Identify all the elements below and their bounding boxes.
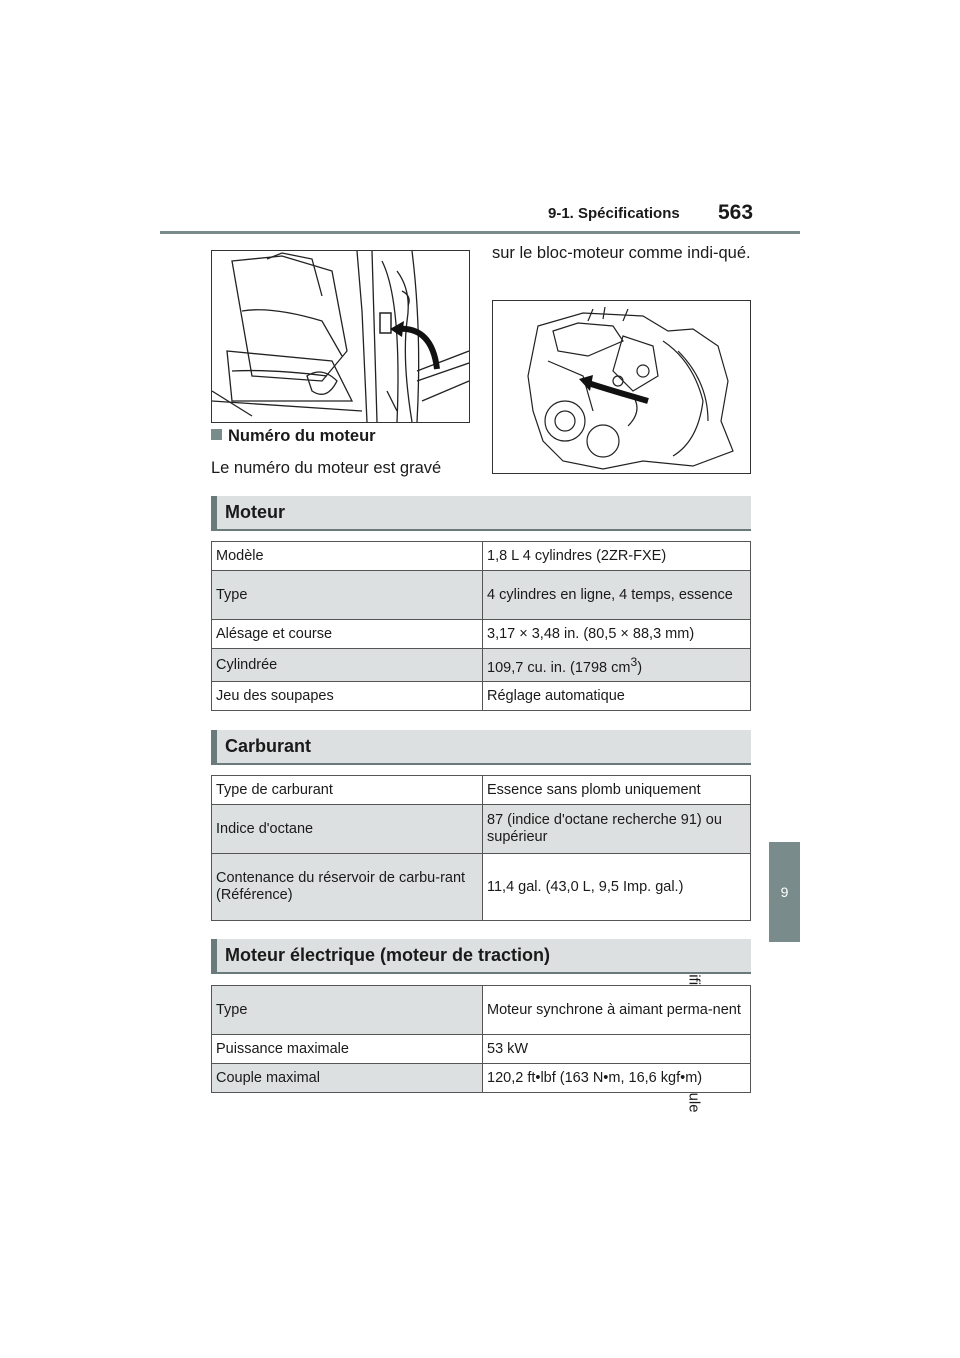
section-title: 9-1. Spécifications bbox=[548, 205, 680, 222]
spec-label: Type bbox=[212, 986, 483, 1035]
table-row bbox=[212, 776, 751, 805]
spec-value: 4 cylindres en ligne, 4 temps, essence bbox=[483, 571, 751, 620]
spec-value: 3,17 × 3,48 in. (80,5 × 88,3 mm) bbox=[483, 620, 751, 649]
spec-label: Jeu des soupapes bbox=[212, 682, 483, 711]
spec-label: Puissance maximale bbox=[212, 1035, 483, 1064]
section-divider bbox=[211, 972, 751, 974]
spec-label: Alésage et course bbox=[212, 620, 483, 649]
spec-value: Moteur synchrone à aimant perma-nent bbox=[483, 986, 751, 1035]
table-row bbox=[212, 620, 751, 649]
table-row bbox=[212, 682, 751, 711]
spec-value: Essence sans plomb uniquement bbox=[483, 776, 751, 805]
table-row bbox=[212, 805, 751, 854]
engine-number-text-right: sur le bloc-moteur comme indi-qué. bbox=[492, 244, 751, 262]
spec-value: 53 kW bbox=[483, 1035, 751, 1064]
table-row bbox=[212, 986, 751, 1035]
chapter-tab bbox=[769, 842, 800, 942]
spec-table-carburant bbox=[211, 775, 751, 921]
spec-table-moteur bbox=[211, 541, 751, 711]
seat-illustration bbox=[211, 250, 470, 423]
table-row bbox=[212, 1064, 751, 1093]
spec-label: Type bbox=[212, 571, 483, 620]
spec-value: 1,8 L 4 cylindres (2ZR-FXE) bbox=[483, 542, 751, 571]
section-heading-moteur-electrique: Moteur électrique (moteur de traction) bbox=[211, 939, 751, 972]
table-row bbox=[212, 649, 751, 682]
chapter-number: 9 bbox=[780, 884, 789, 900]
header-divider bbox=[160, 231, 800, 234]
spec-value: 120,2 ft•lbf (163 N•m, 16,6 kgf•m) bbox=[483, 1064, 751, 1093]
spec-value: 87 (indice d'octane recherche 91) ou supérieur bbox=[483, 805, 751, 854]
spec-label: Indice d'octane bbox=[212, 805, 483, 854]
engine-illustration bbox=[492, 300, 751, 474]
spec-value: Réglage automatique bbox=[483, 682, 751, 711]
spec-label: Modèle bbox=[212, 542, 483, 571]
section-divider bbox=[211, 763, 751, 765]
spec-label: Couple maximal bbox=[212, 1064, 483, 1093]
section-divider bbox=[211, 529, 751, 531]
section-heading-moteur: Moteur bbox=[211, 496, 751, 529]
spec-label: Cylindrée bbox=[212, 649, 483, 682]
engine-number-text-left: Le numéro du moteur est gravé bbox=[211, 459, 442, 477]
square-bullet-icon bbox=[211, 429, 222, 440]
spec-table-moteur-electrique bbox=[211, 985, 751, 1093]
engine-number-heading: Numéro du moteur bbox=[211, 427, 376, 446]
table-row bbox=[212, 1035, 751, 1064]
spec-label: Type de carburant bbox=[212, 776, 483, 805]
spec-value: 11,4 gal. (43,0 L, 9,5 Imp. gal.) bbox=[483, 854, 751, 921]
table-row bbox=[212, 571, 751, 620]
spec-value: 109,7 cu. in. (1798 $cm^3$) bbox=[483, 649, 751, 682]
section-heading-carburant: Carburant bbox=[211, 730, 751, 763]
table-row bbox=[212, 854, 751, 921]
spec-label: Contenance du réservoir de carbu-rant (Référence) bbox=[212, 854, 483, 921]
table-row bbox=[212, 542, 751, 571]
page-number: 563 bbox=[718, 201, 754, 224]
